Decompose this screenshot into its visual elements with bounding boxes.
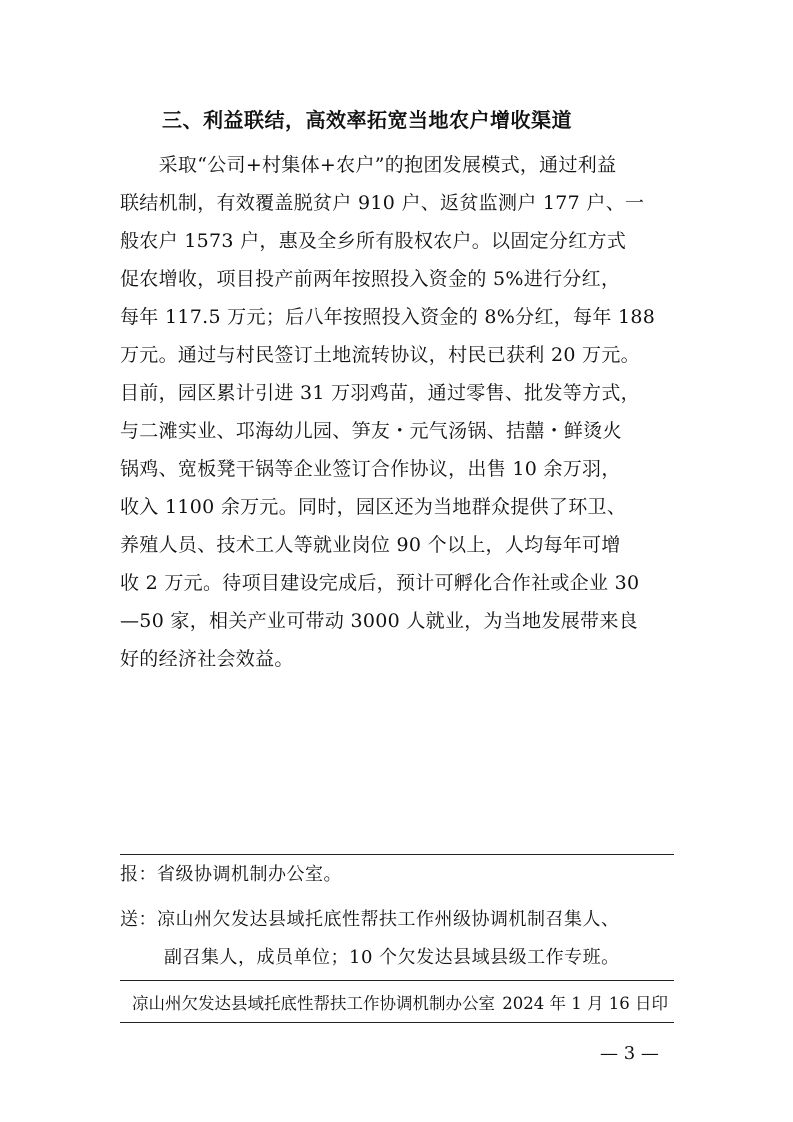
body-line: 万元。通过与村民签订土地流转协议，村民已获利 20 万元。 — [120, 344, 640, 366]
body-line: 好的经济社会效益。 — [120, 648, 294, 670]
print-date: 2024 年 1 月 16 日印 — [502, 994, 668, 1013]
page-number: — 3 — — [600, 1043, 659, 1064]
body-text — [120, 146, 680, 678]
send-to-line-continued: 副召集人，成员单位；10 个欠发达县域县级工作专班。 — [164, 947, 620, 968]
body-line: 采取“公司+村集体+农户”的抱团发展模式，通过利益 — [120, 154, 617, 176]
body-line: 目前，园区累计引进 31 万羽鸡苗，通过零售、批发等方式， — [120, 382, 640, 404]
body-line: 每年 117.5 万元；后八年按照投入资金的 8%分红，每年 188 — [120, 306, 656, 328]
report-to-line: 报：省级协调机制办公室。 — [120, 864, 342, 885]
body-line: 养殖人员、技术工人等就业岗位 90 个以上，人均每年可增 — [120, 534, 621, 556]
body-line: —50 家，相关产业可带动 3000 人就业，为当地发展带来良 — [120, 610, 638, 632]
footer-bottom-rule — [120, 1022, 674, 1023]
body-line: 与二滩实业、邛海幼儿园、笋友・元气汤锅、拮囍・鲜烫火 — [120, 420, 622, 442]
send-to-line: 送：凉山州欠发达县域托底性帮扶工作州级协调机制召集人、 — [120, 909, 620, 930]
body-line: 促农增收，项目投产前两年按照投入资金的 5%进行分红， — [120, 268, 621, 290]
print-info — [132, 990, 668, 1014]
body-line: 锅鸡、宽板凳干锅等企业签订合作协议，出售 10 余万羽， — [120, 458, 621, 480]
body-line: 收 2 万元。待项目建设完成后，预计可孵化合作社或企业 30 — [120, 572, 640, 594]
section-heading: 三、利益联结，高效率拓宽当地农户增收渠道 — [162, 108, 572, 132]
body-line: 般农户 1573 户，惠及全乡所有股权农户。以固定分红方式 — [120, 230, 627, 252]
body-line: 收入 1100 余万元。同时，园区还为当地群众提供了环卫、 — [120, 496, 627, 518]
footer-top-rule — [120, 854, 674, 855]
body-line: 联结机制，有效覆盖脱贫户 910 户、返贫监测户 177 户、一 — [120, 192, 645, 214]
issuer-name: 凉山州欠发达县域托底性帮扶工作协调机制办公室 — [132, 994, 495, 1013]
footer-middle-rule — [120, 980, 674, 981]
